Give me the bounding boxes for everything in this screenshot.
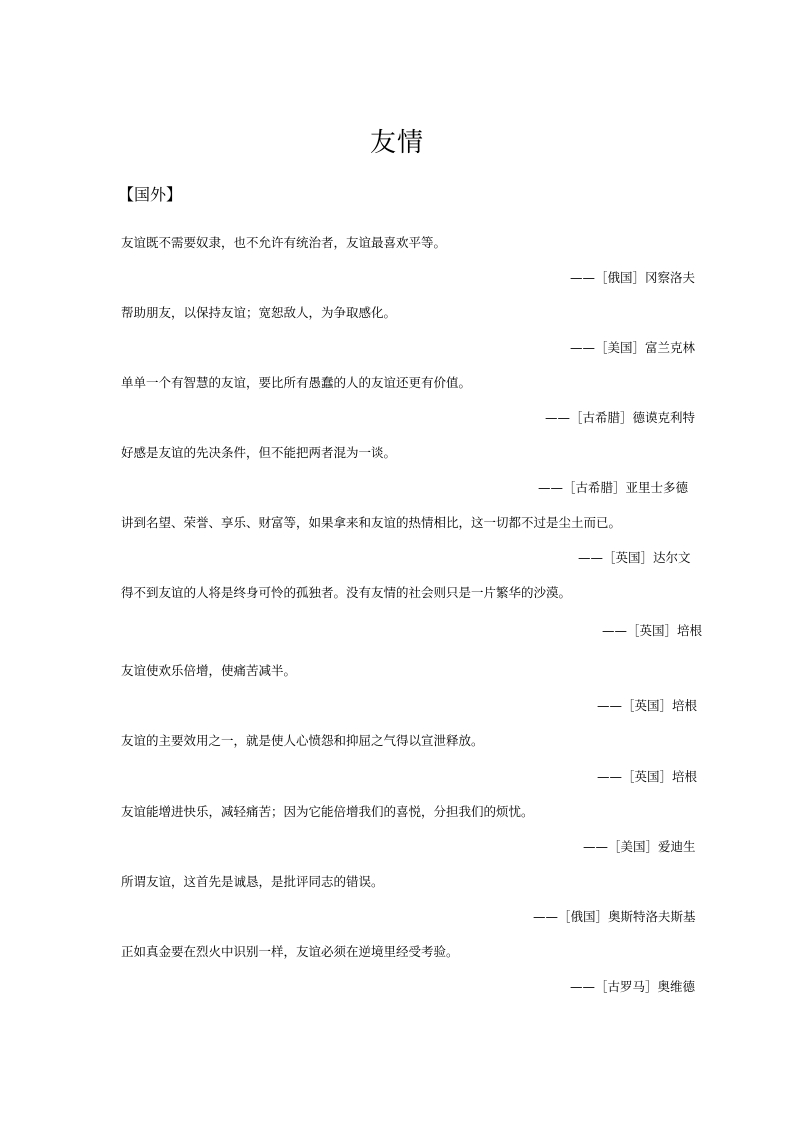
quote-author: ——［美国］爱迪生 bbox=[583, 839, 696, 854]
quote-author: ——［俄国］奥斯特洛夫斯基 bbox=[533, 909, 696, 924]
quote-text: 友谊能增进快乐，减轻痛苦；因为它能倍增我们的喜悦，分担我们的烦忧。 bbox=[121, 804, 534, 819]
quote-author: ——［俄国］冈察洛夫 bbox=[570, 270, 696, 285]
quote-text: 好感是友谊的先决条件，但不能把两者混为一谈。 bbox=[121, 445, 397, 460]
quote-text: 所谓友谊，这首先是诚恳，是批评同志的错误。 bbox=[121, 874, 384, 889]
quote-text: 讲到名望、荣誉、享乐、财富等，如果拿来和友谊的热情相比，这一切都不过是尘土而已。 bbox=[121, 515, 622, 530]
quote-text: 友谊使欢乐倍增，使痛苦减半。 bbox=[121, 663, 297, 678]
quote-author: ——［英国］培根 bbox=[597, 698, 698, 713]
quote-author: ——［英国］培根 bbox=[602, 623, 703, 638]
quote-author: ——［古希腊］亚里士多德 bbox=[538, 480, 689, 495]
page-title: 友情 bbox=[369, 128, 424, 158]
quote-author: ——［古希腊］德谟克利特 bbox=[545, 410, 696, 425]
quote-author: ——［英国］达尔文 bbox=[578, 550, 691, 565]
quote-author: ——［美国］富兰克林 bbox=[570, 340, 696, 355]
quote-text: 单单一个有智慧的友谊，要比所有愚蠢的人的友谊还更有价值。 bbox=[121, 375, 472, 390]
quote-text: 友谊的主要效用之一，就是使人心愤怨和抑屈之气得以宣泄释放。 bbox=[121, 733, 484, 748]
quote-text: 友谊既不需要奴隶，也不允许有统治者，友谊最喜欢平等。 bbox=[121, 235, 447, 250]
quote-author: ——［英国］培根 bbox=[597, 769, 698, 784]
quote-author: ——［古罗马］奥维德 bbox=[570, 979, 696, 994]
quote-text: 正如真金要在烈火中识别一样，友谊必须在逆境里经受考验。 bbox=[121, 944, 459, 959]
section-heading: 【国外】 bbox=[118, 185, 183, 204]
quote-text: 帮助朋友，以保持友谊；宽恕敌人，为争取感化。 bbox=[121, 305, 397, 320]
quote-text: 得不到友谊的人将是终身可怜的孤独者。没有友情的社会则只是一片繁华的沙漠。 bbox=[121, 585, 572, 600]
